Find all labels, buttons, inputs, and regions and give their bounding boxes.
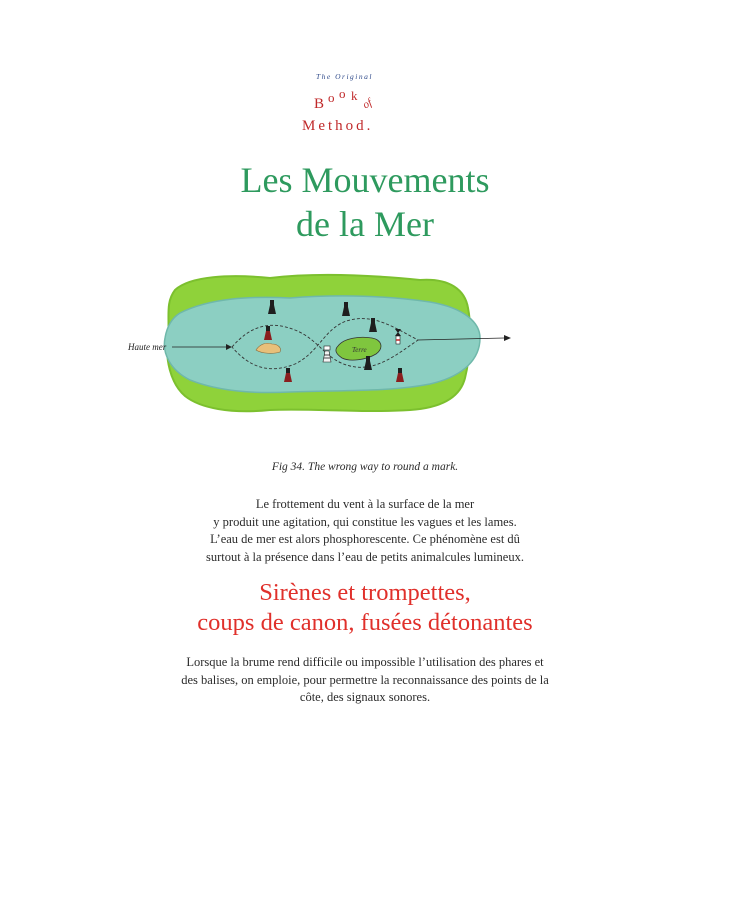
paragraph-line: Lorsque la brume rend difficile ou impossible l’utilisation des phares et <box>186 655 544 669</box>
svg-text:of: of <box>360 96 375 112</box>
page-title-line-1: Les Mouvements <box>240 160 490 200</box>
subtitle-line-1: Sirènes et trompettes, <box>259 579 471 606</box>
book-of-method-logo <box>280 70 450 140</box>
logo-top-line: The Original <box>316 72 373 81</box>
paragraph-line: Le frottement du vent à la surface de la mer <box>255 497 475 511</box>
svg-text:B: B <box>314 96 325 112</box>
paragraph-line: des balises, on emploie, pour permettre la reconnaissance des points de la <box>181 672 549 687</box>
svg-text:o: o <box>328 90 335 105</box>
paragraph-line: côte, des signaux sonores. <box>299 690 431 704</box>
subtitle-line-2: coups de canon, fusées détonantes <box>197 609 533 636</box>
svg-text:k: k <box>351 88 358 103</box>
island-label: Terre <box>352 346 367 354</box>
water-channel <box>164 296 480 393</box>
figure-caption: Fig 34. The wrong way to round a mark. <box>271 461 459 473</box>
svg-text:o: o <box>339 86 346 101</box>
exit-arrowhead <box>504 335 511 341</box>
sea-movement-illustration <box>120 268 520 418</box>
paragraph-line: surtout à la présence dans l’eau de petits animalcules lumineux. <box>206 549 524 564</box>
page-title <box>0 158 730 246</box>
buoy-mark <box>323 346 331 362</box>
section-subtitle <box>0 578 730 638</box>
logo-book-word <box>298 78 408 116</box>
logo-method-word: Method. <box>302 118 374 134</box>
page-title-line-2: de la Mer <box>296 204 434 244</box>
paragraph-line: y produit une agitation, qui constitue les vagues et les lames. <box>213 514 517 529</box>
haute-mer-label: Haute mer <box>128 342 167 352</box>
paragraph-line: L’eau de mer est alors phosphorescente. Ce phénomène est dû <box>210 532 520 546</box>
paragraph-waves <box>0 496 730 566</box>
paragraph-signals <box>0 654 730 707</box>
